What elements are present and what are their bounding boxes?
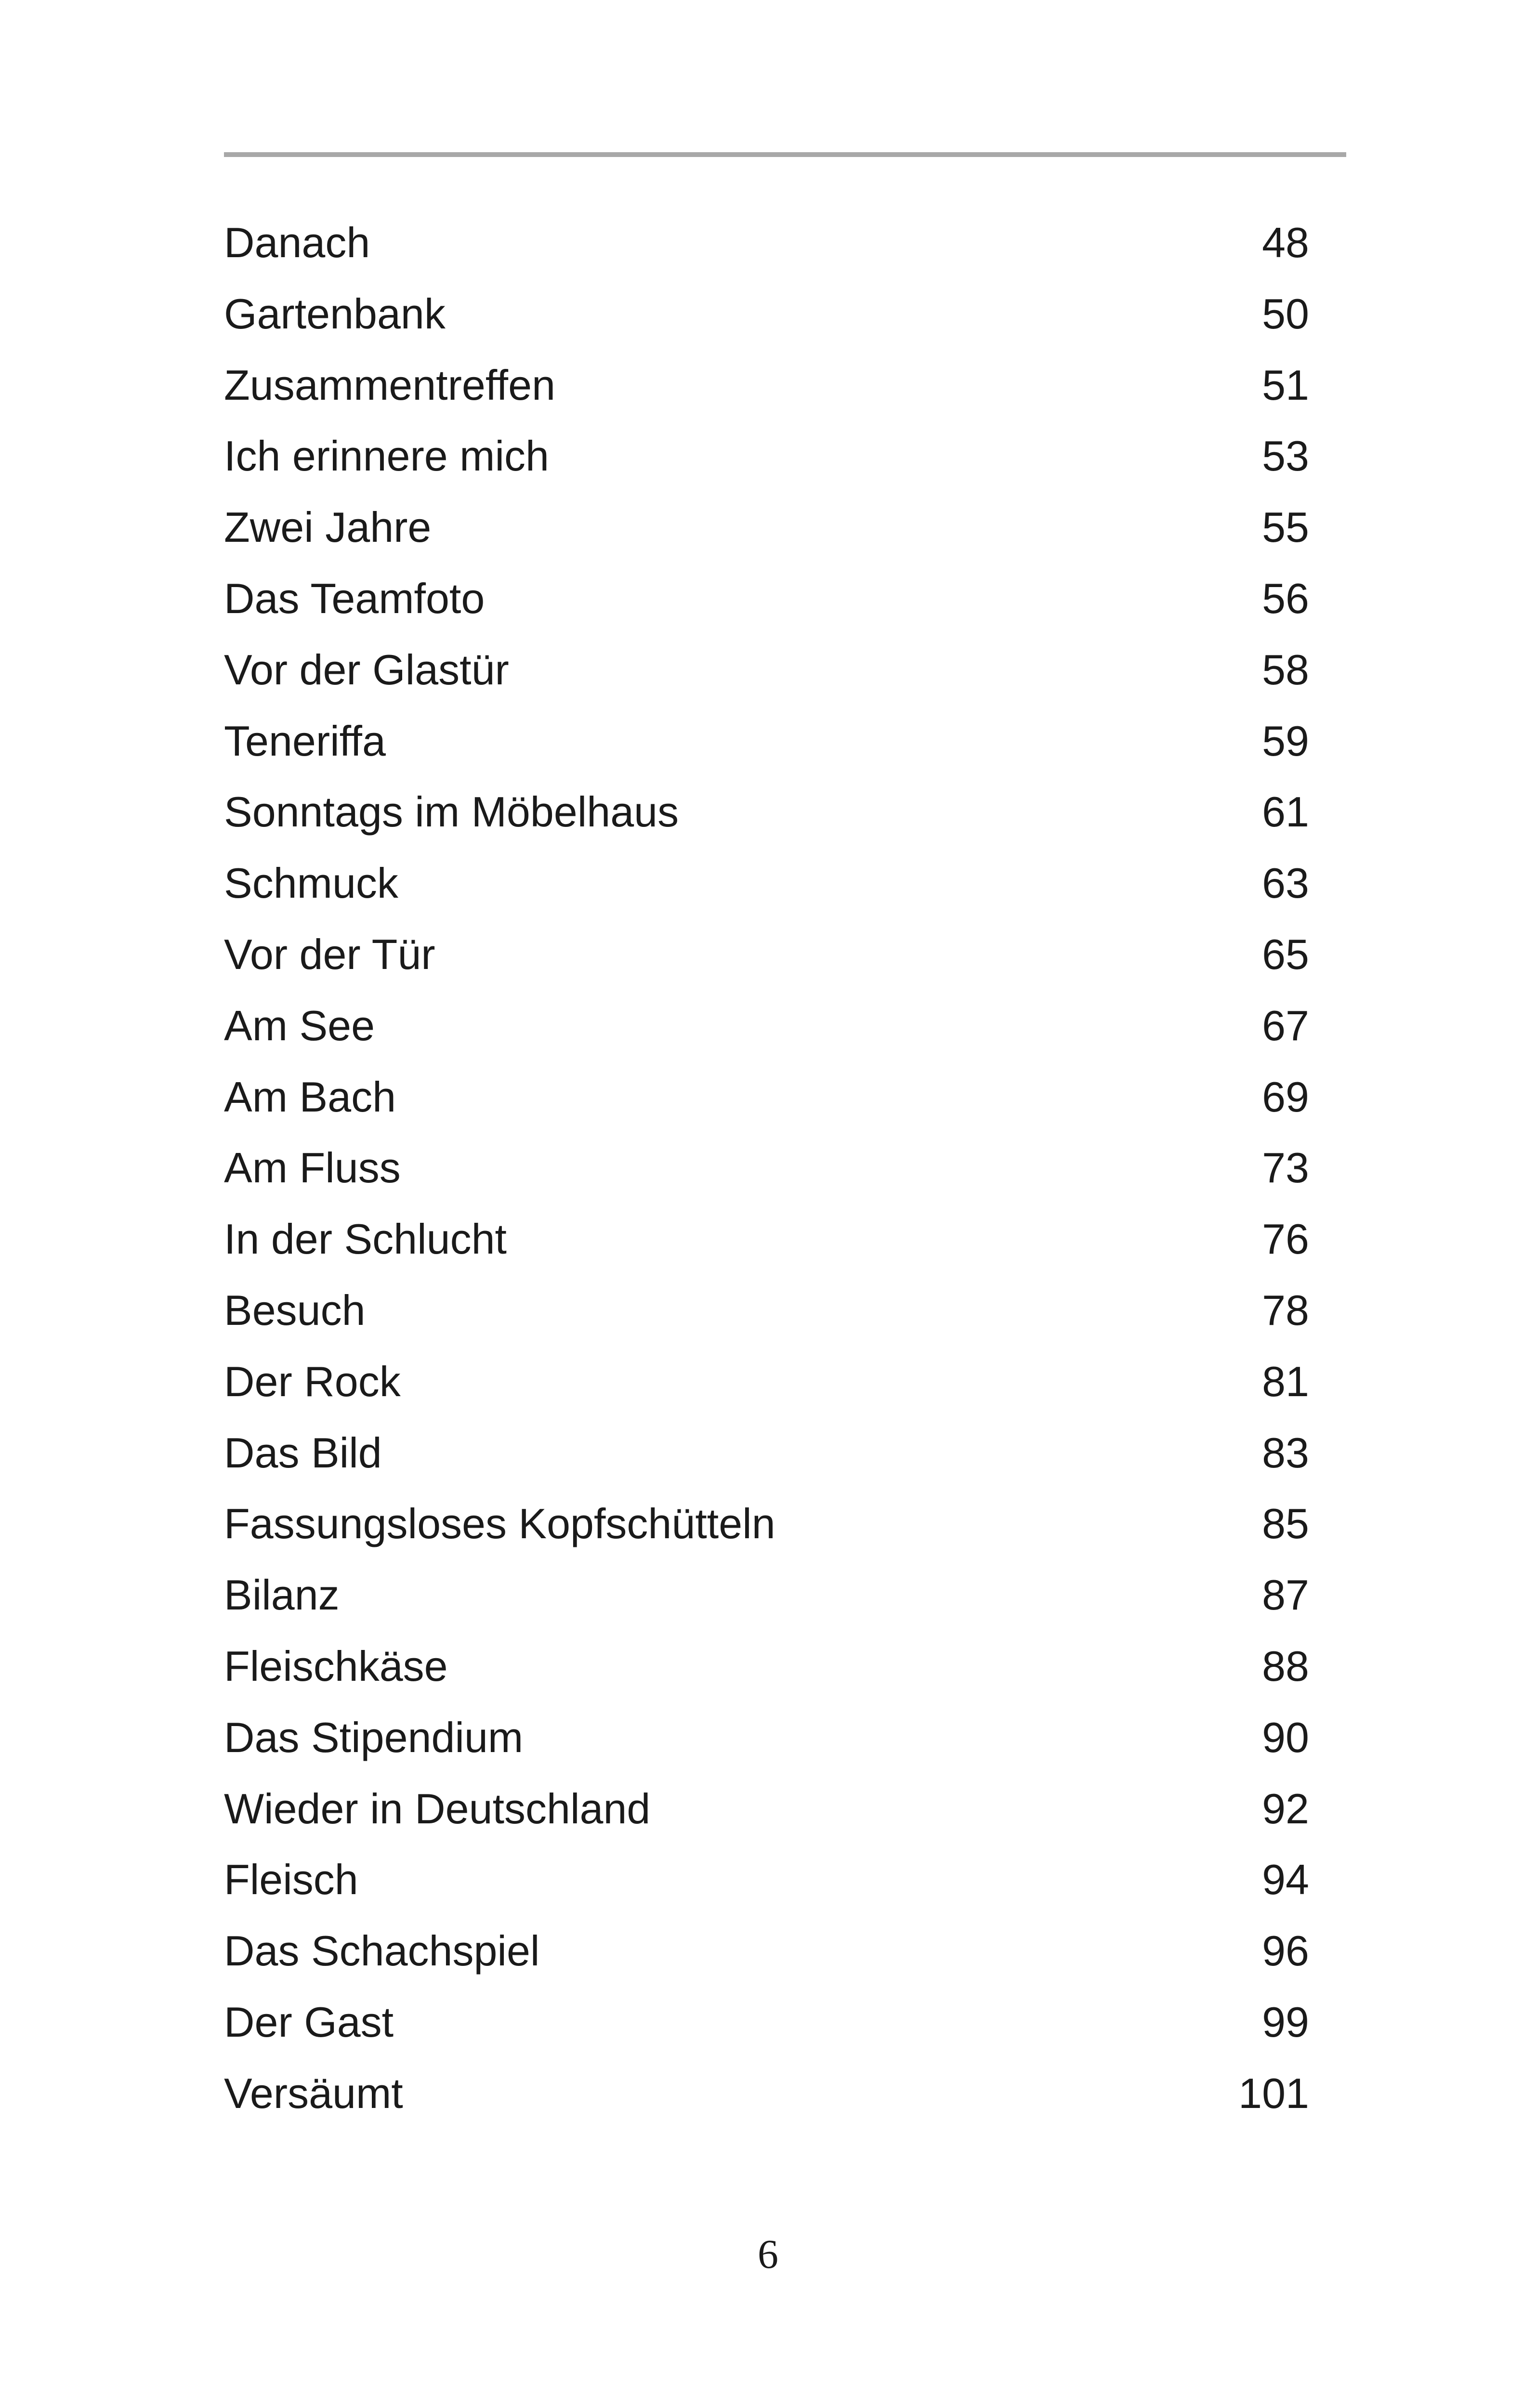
- toc-title: Am Fluss: [224, 1144, 401, 1192]
- top-rule: [224, 152, 1346, 157]
- toc-title: Schmuck: [224, 859, 398, 907]
- toc-title: Zusammentreffen: [224, 361, 556, 409]
- toc-page-number: 73: [1262, 1144, 1309, 1192]
- toc-page-number: 58: [1262, 645, 1309, 694]
- toc-page-number: 90: [1262, 1713, 1309, 1761]
- table-of-contents: [224, 207, 1309, 2129]
- toc-entry: [224, 1132, 1309, 1204]
- toc-entry: [224, 563, 1309, 634]
- toc-page-number: 101: [1238, 2069, 1309, 2117]
- toc-page-number: 99: [1262, 1998, 1309, 2046]
- toc-title: Fleisch: [224, 1856, 358, 1904]
- toc-page-number: 92: [1262, 1784, 1309, 1832]
- toc-entry: [224, 919, 1309, 990]
- toc-entry: [224, 1488, 1309, 1559]
- toc-title: Der Rock: [224, 1357, 401, 1405]
- toc-entry: [224, 278, 1309, 350]
- toc-page-number: 85: [1262, 1500, 1309, 1548]
- toc-entry: [224, 1631, 1309, 1702]
- toc-page-number: 59: [1262, 717, 1309, 765]
- toc-entry: [224, 1915, 1309, 1987]
- toc-title: Das Schachspiel: [224, 1927, 540, 1975]
- toc-entry: [224, 207, 1309, 278]
- toc-page-number: 69: [1262, 1073, 1309, 1121]
- toc-title: Fleischkäse: [224, 1642, 448, 1690]
- toc-page-number: 48: [1262, 219, 1309, 266]
- toc-title: Der Gast: [224, 1998, 394, 2046]
- toc-page-number: 78: [1262, 1286, 1309, 1334]
- toc-title: Vor der Glastür: [224, 645, 509, 694]
- toc-page-number: 56: [1262, 574, 1309, 622]
- toc-entry: [224, 1346, 1309, 1417]
- toc-entry: [224, 990, 1309, 1061]
- toc-entry: [224, 1559, 1309, 1631]
- toc-entry: [224, 1417, 1309, 1489]
- toc-entry: [224, 634, 1309, 706]
- toc-page-number: 61: [1262, 788, 1309, 836]
- toc-entry: [224, 2058, 1309, 2129]
- toc-page-number: 50: [1262, 289, 1309, 338]
- toc-page-number: 53: [1262, 432, 1309, 480]
- toc-page-number: 63: [1262, 859, 1309, 907]
- toc-page-number: 83: [1262, 1428, 1309, 1477]
- toc-page-number: 67: [1262, 1001, 1309, 1049]
- toc-entry: [224, 1275, 1309, 1346]
- toc-title: Teneriffa: [224, 717, 386, 765]
- toc-title: Zwei Jahre: [224, 503, 432, 551]
- toc-entry: [224, 420, 1309, 492]
- toc-page-number: 88: [1262, 1642, 1309, 1690]
- toc-title: In der Schlucht: [224, 1215, 507, 1263]
- toc-title: Bilanz: [224, 1571, 340, 1619]
- toc-title: Vor der Tür: [224, 930, 435, 978]
- toc-title: Ich erinnere mich: [224, 432, 549, 480]
- toc-title: Das Bild: [224, 1428, 382, 1477]
- toc-title: Gartenbank: [224, 289, 446, 338]
- toc-title: Das Teamfoto: [224, 574, 485, 622]
- toc-entry: [224, 706, 1309, 777]
- toc-entry: [224, 1204, 1309, 1275]
- toc-title: Besuch: [224, 1286, 366, 1334]
- toc-entry: [224, 1061, 1309, 1133]
- toc-title: Das Stipendium: [224, 1713, 524, 1761]
- toc-page-number: 81: [1262, 1357, 1309, 1405]
- toc-entry: [224, 848, 1309, 919]
- toc-title: Danach: [224, 219, 370, 266]
- toc-page-number: 76: [1262, 1215, 1309, 1263]
- toc-entry: [224, 1844, 1309, 1915]
- toc-entry: [224, 492, 1309, 563]
- page-number: 6: [758, 2231, 778, 2277]
- toc-page-number: 96: [1262, 1927, 1309, 1975]
- toc-page-number: 87: [1262, 1571, 1309, 1619]
- toc-page-number: 55: [1262, 503, 1309, 551]
- toc-page-number: 94: [1262, 1856, 1309, 1904]
- toc-entry: [224, 1702, 1309, 1773]
- toc-entry: [224, 350, 1309, 421]
- toc-entry: [224, 776, 1309, 848]
- toc-title: Am Bach: [224, 1073, 396, 1121]
- toc-page-number: 65: [1262, 930, 1309, 978]
- toc-title: Am See: [224, 1001, 375, 1049]
- toc-entry: [224, 1773, 1309, 1845]
- toc-title: Wieder in Deutschland: [224, 1784, 651, 1832]
- toc-page-number: 51: [1262, 361, 1309, 409]
- toc-title: Fassungsloses Kopfschütteln: [224, 1500, 775, 1548]
- toc-title: Versäumt: [224, 2069, 403, 2117]
- toc-title: Sonntags im Möbelhaus: [224, 788, 679, 836]
- toc-entry: [224, 1987, 1309, 2058]
